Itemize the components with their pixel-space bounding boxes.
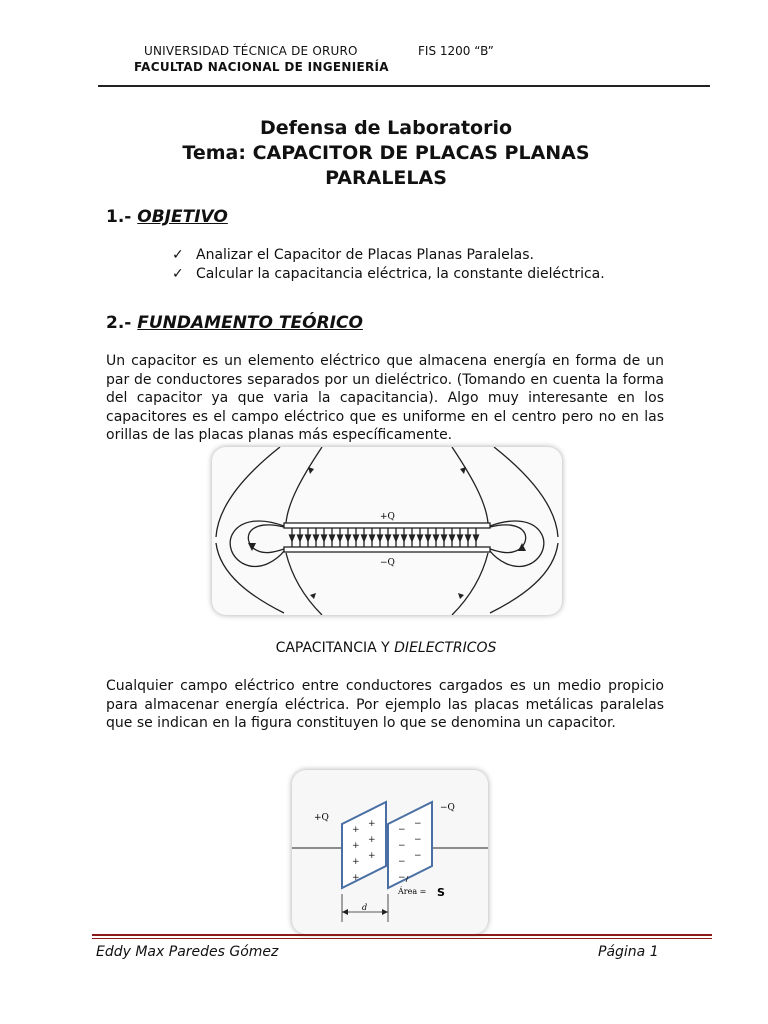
uniform-field-lines xyxy=(290,528,479,547)
footer-rule xyxy=(92,934,712,936)
arrow-head xyxy=(378,535,383,541)
objective-text: Analizar el Capacitor de Placas Planas Paralelas. xyxy=(196,247,534,263)
plate-positive xyxy=(342,802,386,888)
checkmark-icon: ✓ xyxy=(172,247,184,263)
document-title-line1: Defensa de Laboratorio xyxy=(259,117,513,139)
distance-label: d xyxy=(362,903,368,912)
objectives-list xyxy=(172,246,605,284)
arrow-head xyxy=(460,467,466,474)
section-fundamento-heading xyxy=(106,313,363,333)
checkmark-icon: ✓ xyxy=(172,266,184,282)
minus-sign: − xyxy=(398,857,406,867)
minus-sign: − xyxy=(414,819,422,829)
arrow-head xyxy=(418,535,423,541)
footer-rule-thin xyxy=(92,938,712,939)
fringe-line-right-top xyxy=(494,447,558,537)
minus-sign: − xyxy=(398,841,406,851)
header-rule xyxy=(98,85,710,87)
header-faculty: FACULTAD NACIONAL DE INGENIERÍA xyxy=(134,60,389,74)
arrow-head xyxy=(402,535,407,541)
arrow-head xyxy=(306,535,311,541)
list-item xyxy=(172,246,605,265)
arrow-head xyxy=(338,535,343,541)
arrow-head xyxy=(314,535,319,541)
fringe-line-right-2 xyxy=(490,521,544,566)
objective-text: Calcular la capacitancia eléctrica, la constante dieléctrica. xyxy=(196,266,605,282)
minus-sign: − xyxy=(398,873,406,883)
arrow-head xyxy=(308,467,314,474)
minus-sign: − xyxy=(398,825,406,835)
header-university: UNIVERSIDAD TÉCNICA DE ORURO xyxy=(144,44,358,58)
arrow-head xyxy=(362,535,367,541)
arrow-head xyxy=(310,593,316,599)
arrow-head xyxy=(466,535,471,541)
minus-sign: − xyxy=(414,835,422,845)
arrow-head xyxy=(386,535,391,541)
plate-plus-label: +Q xyxy=(314,813,329,823)
parallel-plates-diagram xyxy=(292,770,488,934)
area-symbol: S xyxy=(437,886,445,899)
section-name: FUNDAMENTO TEÓRICO xyxy=(137,313,363,333)
arrow-head xyxy=(450,535,455,541)
fringe-line-left-inner-top xyxy=(286,447,322,523)
area-label: Área = xyxy=(398,887,427,896)
plus-sign: + xyxy=(368,835,376,845)
section-number: 1.- xyxy=(106,207,138,227)
fringe-line-left-top xyxy=(216,447,280,537)
plus-sign: + xyxy=(352,873,360,883)
plus-sign: + xyxy=(352,857,360,867)
arrow-head xyxy=(426,535,431,541)
arrow-head xyxy=(370,535,375,541)
arrow-head xyxy=(518,543,526,551)
fringe-line-right-inner-top xyxy=(452,447,488,523)
figure-field-lines xyxy=(212,447,562,615)
section-name: OBJETIVO xyxy=(137,207,228,227)
arrow-head xyxy=(442,535,447,541)
subheading-text: CAPACITANCIA Y xyxy=(275,640,395,656)
minus-q-label: −Q xyxy=(380,558,395,568)
bottom-plate xyxy=(284,547,490,552)
arrow-head xyxy=(458,535,463,541)
field-lines-diagram xyxy=(212,447,562,615)
arrow-head xyxy=(354,535,359,541)
arrow-head xyxy=(434,535,439,541)
arrow-head xyxy=(474,535,479,541)
plus-sign: + xyxy=(352,841,360,851)
arrow-head xyxy=(290,535,295,541)
plus-sign: + xyxy=(352,825,360,835)
plate-negative xyxy=(388,802,432,888)
list-item xyxy=(172,265,605,284)
arrow-head xyxy=(322,535,327,541)
paragraph-intro: Un capacitor es un elemento eléctrico que almacena energía en forma de un par de conductores separados por un dieléctrico. (Tomando en cuenta la forma del capacitor ya que varia la capacitancia). Algo muy interesante en los capacitores es el campo eléctrico que es uniforme en el centro pero no en las orillas de las placas planas más específicamente. xyxy=(106,353,664,443)
arrow-head xyxy=(330,535,335,541)
arrow-head xyxy=(458,593,464,599)
plate-minus-label: −Q xyxy=(440,803,455,813)
fringe-line-right-inner-bottom xyxy=(452,553,488,615)
fringe-line-left-bottom xyxy=(216,543,284,613)
arrow-head xyxy=(410,535,415,541)
document-title-line3: PARALELAS xyxy=(325,167,447,189)
subheading-italic-text: DIELECTRICOS xyxy=(394,640,497,656)
arrow-head xyxy=(298,535,303,541)
section-number: 2.- xyxy=(106,313,138,333)
subheading-capacitancia xyxy=(98,640,674,656)
fringe-loop-left-1 xyxy=(248,525,284,553)
fringe-loop-left-2 xyxy=(230,521,284,566)
figure-parallel-plates xyxy=(292,770,488,934)
plus-q-label: +Q xyxy=(380,512,395,522)
fringe-line-right-bottom xyxy=(490,543,558,613)
document-title-line2: Tema: CAPACITOR DE PLACAS PLANAS xyxy=(182,142,590,164)
plus-sign: + xyxy=(368,819,376,829)
section-objetivo-heading xyxy=(106,207,228,227)
paragraph-capacitancia: Cualquier campo eléctrico entre conductores cargados es un medio propicio para almacenar energía eléctrica. Por ejemplo las placas metálicas paralelas que se indican en la figura constituyen lo que se denomina un capacitor. xyxy=(106,678,664,731)
minus-sign: − xyxy=(414,851,422,861)
fringe-line-left-inner-bottom xyxy=(286,553,322,615)
header-course: FIS 1200 “B” xyxy=(418,44,494,58)
footer-page-number: Página 1 xyxy=(598,944,659,960)
top-plate xyxy=(284,523,490,528)
arrow-head xyxy=(346,535,351,541)
arrow-head xyxy=(394,535,399,541)
plus-sign: + xyxy=(368,851,376,861)
footer-author: Eddy Max Paredes Gómez xyxy=(96,944,279,960)
